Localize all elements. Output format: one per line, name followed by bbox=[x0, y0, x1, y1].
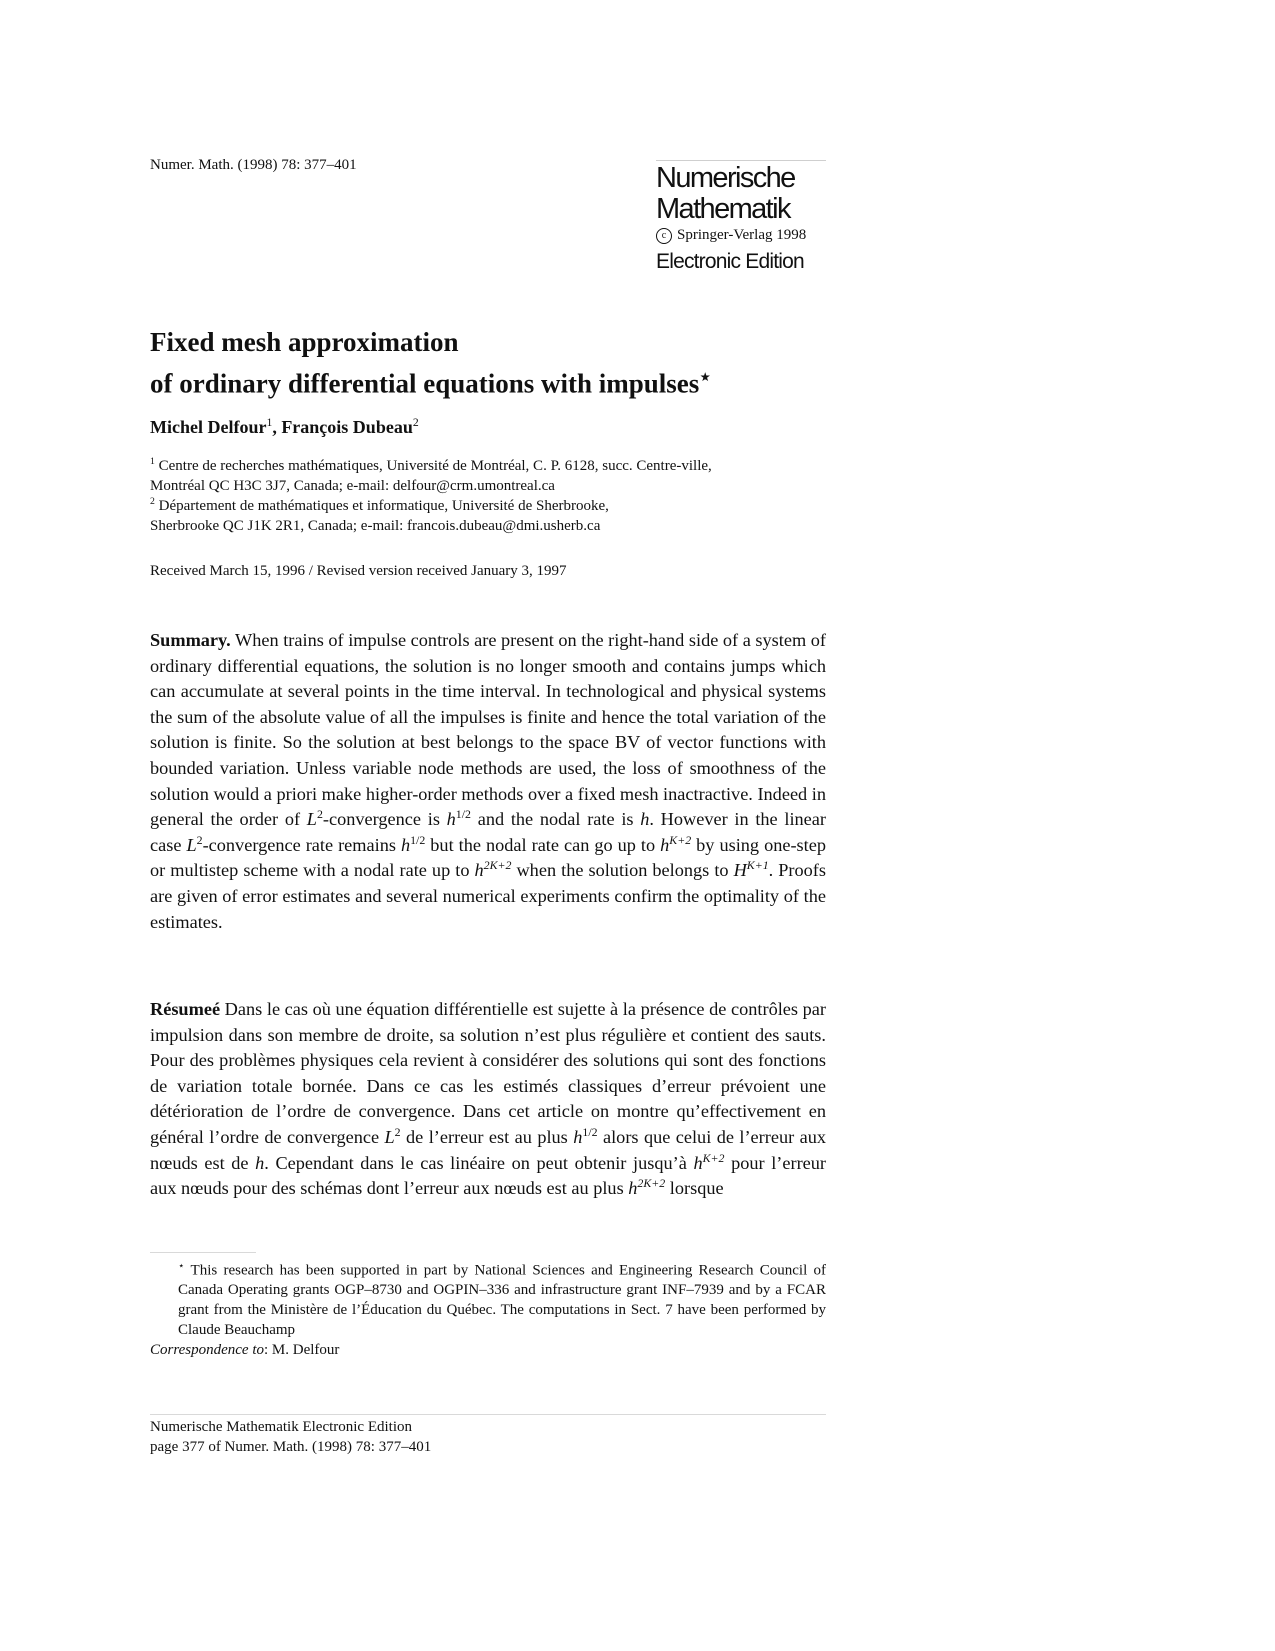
footer-page-info: page 377 of Numer. Math. (1998) 78: 377–401 bbox=[150, 1439, 432, 1455]
edition-label: Electronic Edition bbox=[656, 250, 804, 273]
summary-label: Summary. bbox=[150, 630, 231, 650]
affiliation-1-line2: Montréal QC H3C 3J7, Canada; e-mail: delfour@crm.umontreal.ca bbox=[150, 478, 555, 494]
author-delfour: Michel Delfour bbox=[150, 417, 267, 437]
affiliation-2: $^2$ Département de mathématiques et informatique, Université de Sherbrooke, bbox=[150, 496, 609, 514]
summary-paragraph: Summary. When trains of impulse controls are present on the right-hand side of a system of ordinary differential equations, the solution is no longer smooth and contains jumps which can accumulate at several points in the time interval. In technological and physical systems the sum of the absolute value of all the impulses is finite and hence the total variation of the solution is finite. So the solution at best belongs to the space BV of vector functions with bounded variation. Unless variable node methods are used, the loss of smoothness of the solution would a priori make higher-order methods over a fixed mesh inactractive. Indeed in general the order of $L^2$-convergence is $h^{1/2}$ and the nodal rate is h. However in the linear case $L^2$-convergence rate remains $h^{1/2}$ but the nodal rate can go up to $h^{K+2}$ by using one-step or multistep scheme with a nodal rate up to $h^{2K+2}$ when the solution belongs to $H^{K+1}$. Proofs are given of error estimates and several numerical experiments confirm the optimality of the estimates. bbox=[150, 630, 826, 932]
paper-title bbox=[150, 325, 711, 401]
affiliations bbox=[150, 456, 826, 536]
funding-footnote: ⋆ This research has been supported in part by National Sciences and Engineering Research Council of Canada Operating grants OGP–8730 and OGPIN–336 and infrastructure grant INF–7939 and by a FCAR grant from the Ministère de l’Éducation du Québec. The computations in Sect. 7 have been performed by Claude Beauchamp Correspondence to: M. Delfour bbox=[150, 1261, 826, 1359]
title-footnote-marker: ⋆ bbox=[699, 367, 712, 388]
journal-logo-line1: Numerische bbox=[656, 162, 795, 194]
journal-brand-block bbox=[656, 160, 826, 274]
title-line-1: Fixed mesh approximation bbox=[150, 327, 459, 357]
journal-logo-line2: Mathematik bbox=[656, 193, 790, 225]
affiliation-1: $^1$ Centre de recherches mathématiques, Université de Montréal, C. P. 6128, succ. Centre-ville, bbox=[150, 456, 712, 474]
page-footer bbox=[150, 1417, 431, 1457]
footnote-rule bbox=[150, 1252, 256, 1253]
author-list: Michel Delfour$^1$, François Dubeau$^2$ bbox=[150, 416, 419, 437]
received-dates: Received March 15, 1996 / Revised version received January 3, 1997 bbox=[150, 563, 567, 579]
footnote-marker: ⋆ bbox=[178, 1261, 185, 1272]
title-line-2: of ordinary differential equations with impulses⋆ bbox=[150, 367, 712, 399]
footer-rule bbox=[150, 1414, 826, 1415]
resume-paragraph: Résumeé Dans le cas où une équation différentielle est sujette à la présence de contrôles par impulsion dans son membre de droite, sa solution n’est plus régulière et contient des sauts. Pour des problèmes physiques cela revient à considérer des solutions qui sont des fonctions de variation totale bornée. Dans ce cas les estimés classiques d’erreur prévoient une détérioration de l’ordre de convergence. Dans cet article on montre qu’effectivement en général l’ordre de convergence $L^2$ de l’erreur est au plus $h^{1/2}$ alors que celui de l’erreur aux nœuds est de h. Cependant dans le cas linéaire on peut obtenir jusqu’à $h^{K+2}$ pour l’erreur aux nœuds pour des schémas dont l’erreur aux nœuds est au plus $h^{2K+2}$ lorsque bbox=[150, 999, 826, 1199]
correspondence-line: Correspondence to: M. Delfour bbox=[150, 1342, 340, 1359]
affiliation-2-line2: Sherbrooke QC J1K 2R1, Canada; e-mail: francois.dubeau@dmi.usherb.ca bbox=[150, 518, 601, 534]
copyright-icon: c bbox=[656, 228, 672, 244]
footer-edition: Numerische Mathematik Electronic Edition bbox=[150, 1419, 413, 1435]
resume-label: Résumeé bbox=[150, 999, 221, 1019]
journal-reference: Numer. Math. (1998) 78: 377–401 bbox=[150, 157, 357, 173]
copyright-line: c Springer-Verlag 1998 bbox=[656, 227, 826, 244]
author-dubeau: François Dubeau bbox=[281, 417, 413, 437]
